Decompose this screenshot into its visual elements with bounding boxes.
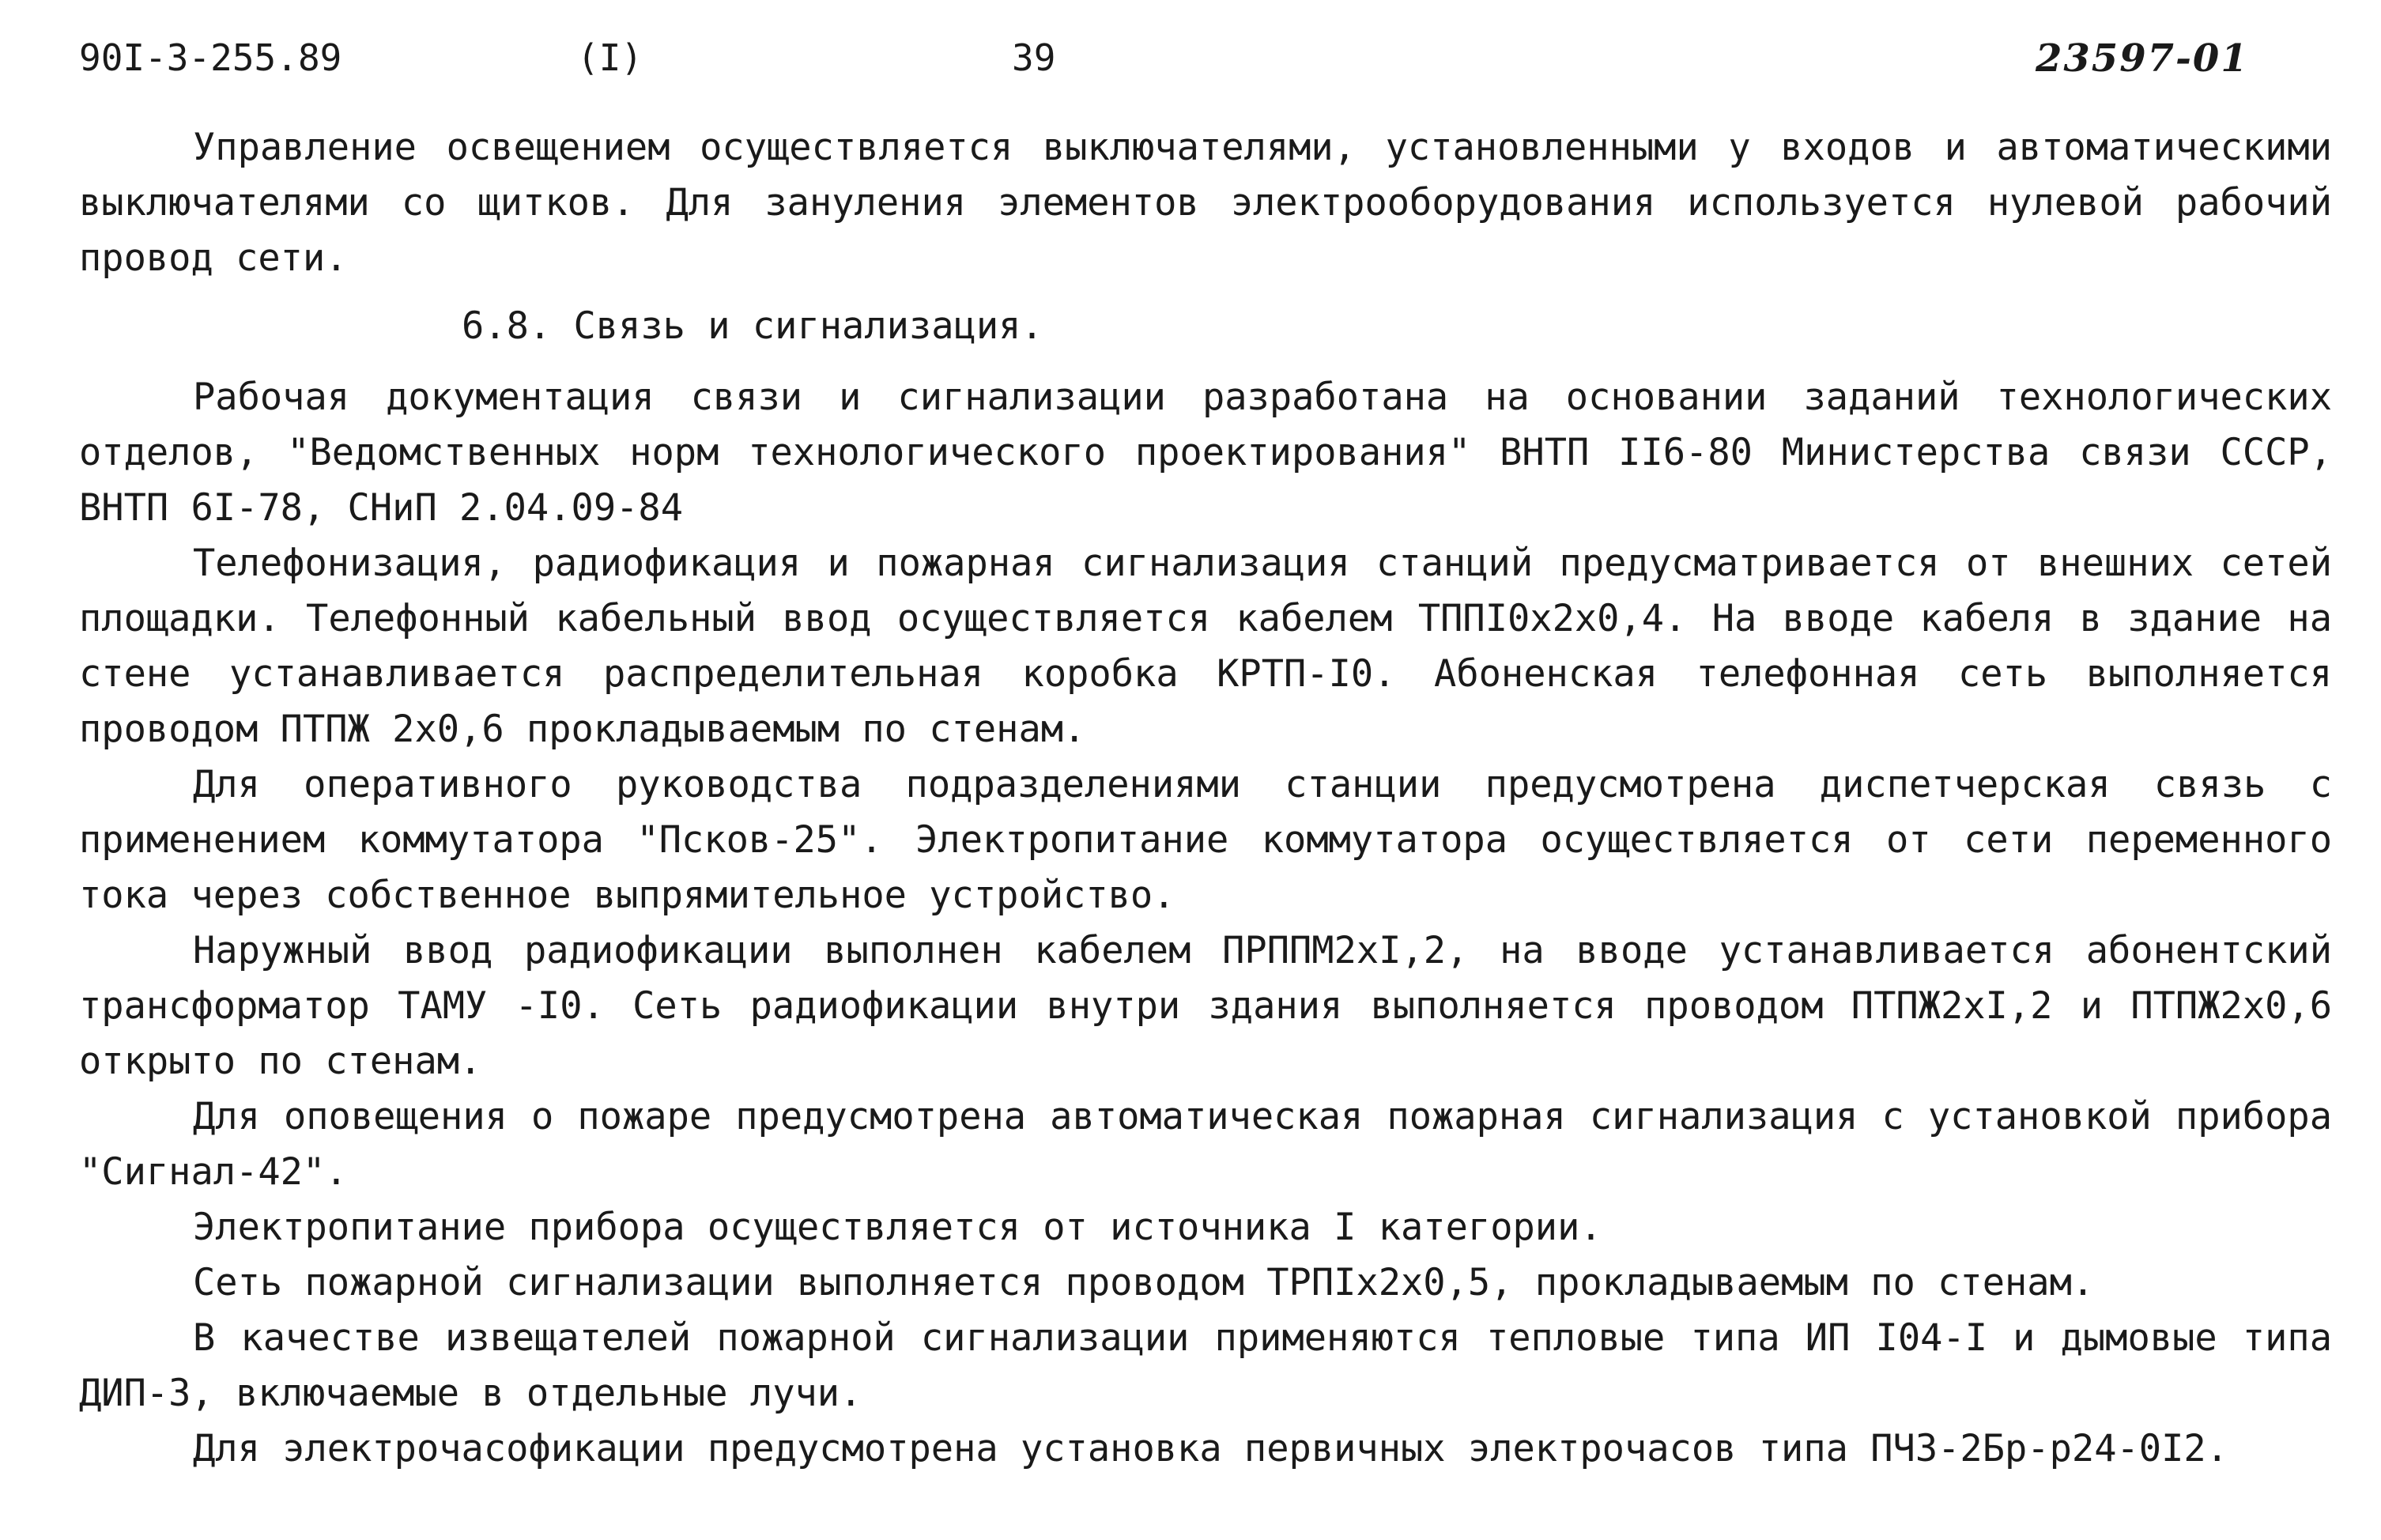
paragraph-radio-input: Наружный ввод радиофикации выполнен кабелем ПРППМ2хI,2, на вводе устанавливается абонентский трансформатор ТАМУ -I0. Сеть радиофикации внутри здания выполняется проводом ПТПЖ2хI,2 и ПТПЖ2х0,6 открыто по стенам.	[79, 929, 2332, 1083]
paragraph-telephony: Телефонизация, радиофикация и пожарная сигнализация станций предусматривается от внешних сетей площадки. Телефонный кабельный ввод осуществляется кабелем ТППI0х2х0,4. На вводе кабеля в здание на стене устанавливается распределительная коробка КРТП-I0. Абоненская телефонная сеть выполняется проводом ПТПЖ 2х0,6 прокладываемым по стенам.	[79, 542, 2332, 751]
paragraph-fire-alarm: Для оповещения о пожаре предусмотрена автоматическая пожарная сигнализация с установкой прибора "Сигнал-42".	[79, 1095, 2332, 1194]
paragraph-lighting-control: Управление освещением осуществляется выключателями, установленными у входов и автоматическими выключателями со щитков. Для зануления элементов электрооборудования используется нулевой рабочий провод сети.	[79, 126, 2332, 280]
paragraph-dispatch-communication: Для оперативного руководства подразделениями станции предусмотрена диспетчерская связь с применением коммутатора "Псков-25". Электропитание коммутатора осуществляется от сети переменного тока через собственное выпрямительное устройство.	[79, 763, 2332, 917]
paragraph-detectors: В качестве извещателей пожарной сигнализации применяются тепловые типа ИП I04-I и дымовые типа ДИП-3, включаемые в отдельные лучи.	[79, 1316, 2332, 1415]
paragraph-alarm-network: Сеть пожарной сигнализации выполняется проводом ТРПIх2х0,5, прокладываемым по стенам.	[193, 1261, 2095, 1304]
document-body	[79, 120, 2332, 1477]
paragraph-documentation-basis: Рабочая документация связи и сигнализации разработана на основании заданий технологических отделов, "Ведомственных норм технологического проектирования" ВНТП II6-80 Министерства связи СССР, ВНТП 6I-78, СНиП 2.04.09-84	[79, 376, 2332, 530]
inventory-stamp: 23597-01	[2036, 36, 2249, 81]
paragraph-electric-clocks: Для электрочасофикации предусмотрена установка первичных электрочасов типа ПЧЗ-2Бр-р24-0I2.	[193, 1427, 2228, 1470]
document-code: 90I-3-255.89	[79, 36, 342, 79]
page-number: 39	[1012, 36, 1056, 79]
paragraph-device-power: Электропитание прибора осуществляется от источника I категории.	[193, 1206, 1602, 1249]
sheet-number: (I)	[577, 36, 643, 79]
section-heading: 6.8. Связь и сигнализация.	[462, 304, 1043, 348]
